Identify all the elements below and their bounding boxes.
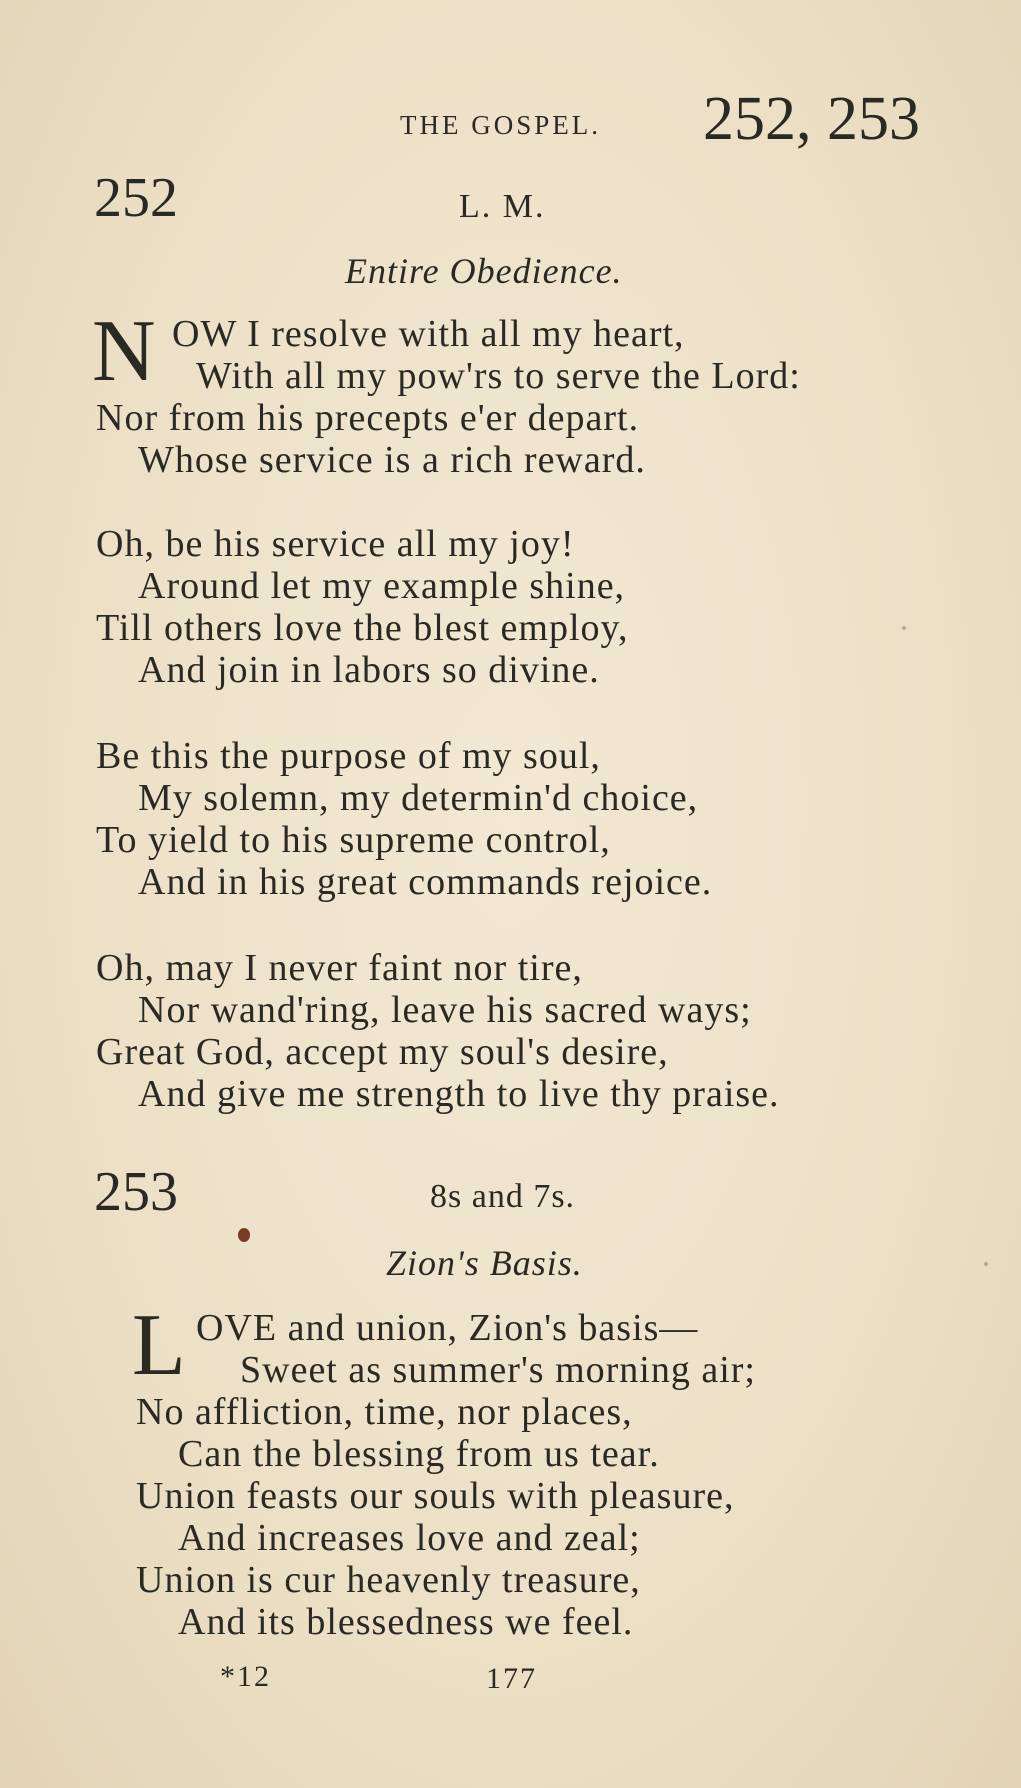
verse-line: Can the blessing from us tear. xyxy=(178,1433,660,1475)
hymn-title: Zion's Basis. xyxy=(386,1243,583,1283)
verse-line: Union feasts our souls with pleasure, xyxy=(136,1475,735,1517)
verse-line: Oh, be his service all my joy! xyxy=(96,523,575,565)
verse-line: Union is cur heavenly treasure, xyxy=(136,1559,641,1601)
verse-line: With all my pow'rs to serve the Lord: xyxy=(196,355,801,397)
verse-line: OW I resolve with all my heart, xyxy=(172,313,685,355)
verse-line: Be this the purpose of my soul, xyxy=(96,735,601,777)
verse-line: Around let my example shine, xyxy=(138,565,626,607)
page-hymn-numbers: 252, 253 xyxy=(703,85,920,153)
verse-line: And increases love and zeal; xyxy=(178,1517,641,1559)
verse-line: Nor from his precepts e'er depart. xyxy=(96,397,640,439)
hymn-title: Entire Obedience. xyxy=(345,251,623,291)
drop-cap: L xyxy=(132,1297,186,1394)
verse-line: Great God, accept my soul's desire, xyxy=(96,1031,669,1073)
verse-line: Oh, may I never faint nor tire, xyxy=(96,947,583,989)
drop-cap: N xyxy=(92,303,156,400)
verse-line: And in his great commands rejoice. xyxy=(138,861,713,903)
verse-line: Sweet as summer's morning air; xyxy=(240,1349,756,1391)
signature-mark: *12 xyxy=(220,1660,271,1693)
hymn-number: 253 xyxy=(94,1161,178,1223)
hymn-meter: 8s and 7s. xyxy=(430,1178,576,1215)
verse-line: To yield to his supreme control, xyxy=(96,819,611,861)
verse-line: And give me strength to live thy praise. xyxy=(138,1073,780,1115)
ink-spot xyxy=(238,1228,250,1242)
running-title: THE GOSPEL. xyxy=(400,110,601,140)
verse-line: Till others love the blest employ, xyxy=(96,607,629,649)
paper-speck xyxy=(984,1262,988,1266)
paper-speck xyxy=(902,626,906,630)
verse-line: And join in labors so divine. xyxy=(138,649,600,691)
verse-line: My solemn, my determin'd choice, xyxy=(138,777,699,819)
hymn-number: 252 xyxy=(94,167,178,229)
verse-line: Whose service is a rich reward. xyxy=(138,439,646,481)
verse-line: No affliction, time, nor places, xyxy=(136,1391,633,1433)
hymn-meter: L. M. xyxy=(459,188,546,225)
verse-line: OVE and union, Zion's basis— xyxy=(196,1307,699,1349)
page-number: 177 xyxy=(486,1662,537,1695)
verse-line: Nor wand'ring, leave his sacred ways; xyxy=(138,989,752,1031)
verse-line: And its blessedness we feel. xyxy=(178,1601,634,1643)
